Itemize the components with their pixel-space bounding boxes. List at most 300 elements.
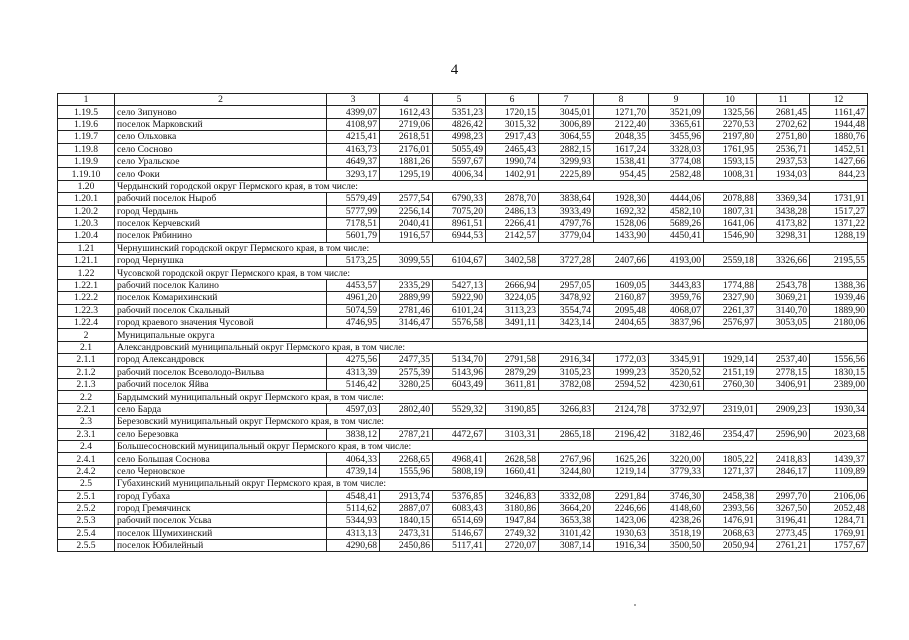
table-row: [58, 217, 868, 229]
value-cell: 2761,21: [757, 540, 810, 552]
group-title: Чусовской городской округ Пермского края, в том числе:: [115, 267, 868, 279]
value-cell: 1271,37: [704, 465, 757, 477]
value-cell: 3520,52: [649, 366, 704, 378]
value-cell: 3146,47: [380, 317, 433, 329]
value-cell: 3837,96: [649, 317, 704, 329]
value-cell: 5576,58: [433, 317, 486, 329]
value-cell: 1439,37: [810, 453, 868, 465]
value-cell: 1774,88: [704, 279, 757, 291]
value-cell: 3328,03: [649, 143, 704, 155]
value-cell: 3779,04: [539, 230, 594, 242]
group-row: [58, 341, 868, 353]
table-row: [58, 515, 868, 527]
settlement-name: село Черновское: [115, 465, 327, 477]
group-row: [58, 391, 868, 403]
value-cell: 1325,56: [704, 106, 757, 118]
value-cell: 2458,38: [704, 490, 757, 502]
value-cell: 3774,08: [649, 155, 704, 167]
value-cell: 1402,91: [486, 168, 539, 180]
value-cell: 6790,33: [433, 193, 486, 205]
row-code: 2.5.1: [58, 490, 115, 502]
table-row: [58, 354, 868, 366]
value-cell: 2937,53: [757, 155, 810, 167]
value-cell: 4739,14: [327, 465, 380, 477]
table-row: [58, 292, 868, 304]
value-cell: 1371,22: [810, 217, 868, 229]
row-code: 2.1.1: [58, 354, 115, 366]
value-cell: 3838,12: [327, 428, 380, 440]
value-cell: 5777,99: [327, 205, 380, 217]
scan-speck: [634, 604, 636, 606]
value-cell: 3455,96: [649, 131, 704, 143]
value-cell: 7178,51: [327, 217, 380, 229]
value-cell: 5808,19: [433, 465, 486, 477]
value-cell: 2576,97: [704, 317, 757, 329]
row-code: 2.1: [58, 341, 115, 353]
value-cell: 2486,13: [486, 205, 539, 217]
value-cell: 3332,08: [539, 490, 594, 502]
value-cell: 6101,24: [433, 304, 486, 316]
column-number-cell: 4: [380, 94, 433, 106]
value-cell: 1388,36: [810, 279, 868, 291]
value-cell: 1881,26: [380, 155, 433, 167]
value-cell: 5055,49: [433, 143, 486, 155]
value-cell: 3190,85: [486, 403, 539, 415]
value-cell: 1612,43: [380, 106, 433, 118]
value-cell: 5427,13: [433, 279, 486, 291]
value-cell: 5143,96: [433, 366, 486, 378]
table-row: [58, 168, 868, 180]
value-cell: 1528,06: [594, 217, 649, 229]
settlement-name: рабочий поселок Всеволодо-Вильва: [115, 366, 327, 378]
value-cell: 2909,23: [757, 403, 810, 415]
column-number-row: [58, 94, 868, 106]
value-cell: 2575,39: [380, 366, 433, 378]
value-cell: 2124,78: [594, 403, 649, 415]
settlement-name: поселок Марковский: [115, 118, 327, 130]
page-number: 4: [450, 62, 459, 78]
value-cell: 1930,34: [810, 403, 868, 415]
row-code: 2.1.3: [58, 378, 115, 390]
column-number-cell: 1: [58, 94, 115, 106]
value-cell: 4193,00: [649, 255, 704, 267]
value-cell: 1641,06: [704, 217, 757, 229]
value-cell: 2477,35: [380, 354, 433, 366]
value-cell: 2270,53: [704, 118, 757, 130]
group-row: [58, 416, 868, 428]
value-cell: 2196,42: [594, 428, 649, 440]
value-cell: 5597,67: [433, 155, 486, 167]
value-cell: 1288,19: [810, 230, 868, 242]
row-code: 2.5.4: [58, 527, 115, 539]
value-cell: 2450,86: [380, 540, 433, 552]
value-cell: 1999,23: [594, 366, 649, 378]
value-cell: 3326,66: [757, 255, 810, 267]
value-cell: 3554,74: [539, 304, 594, 316]
value-cell: 1517,27: [810, 205, 868, 217]
table-row: [58, 131, 868, 143]
value-cell: 2122,40: [594, 118, 649, 130]
value-cell: 5376,85: [433, 490, 486, 502]
value-cell: 1692,32: [594, 205, 649, 217]
value-cell: 1889,90: [810, 304, 868, 316]
value-cell: 844,23: [810, 168, 868, 180]
table-row: [58, 453, 868, 465]
value-cell: 3298,31: [757, 230, 810, 242]
column-number-cell: 3: [327, 94, 380, 106]
row-code: 1.22.4: [58, 317, 115, 329]
value-cell: 3438,28: [757, 205, 810, 217]
value-cell: 3423,14: [539, 317, 594, 329]
value-cell: 4968,41: [433, 453, 486, 465]
value-cell: 4108,97: [327, 118, 380, 130]
value-cell: 4472,67: [433, 428, 486, 440]
settlement-name: рабочий поселок Ныроб: [115, 193, 327, 205]
value-cell: 2536,71: [757, 143, 810, 155]
row-code: 2.5.5: [58, 540, 115, 552]
table-row: [58, 502, 868, 514]
value-cell: 2197,80: [704, 131, 757, 143]
value-cell: 2596,90: [757, 428, 810, 440]
value-cell: 3103,31: [486, 428, 539, 440]
value-cell: 1840,15: [380, 515, 433, 527]
value-cell: 3244,80: [539, 465, 594, 477]
value-cell: 2879,29: [486, 366, 539, 378]
value-cell: 5529,32: [433, 403, 486, 415]
value-cell: 4826,42: [433, 118, 486, 130]
value-cell: 6043,49: [433, 378, 486, 390]
group-title: Александровский муниципальный округ Пермского края, в том числе:: [115, 341, 868, 353]
value-cell: 1761,95: [704, 143, 757, 155]
value-cell: 1720,15: [486, 106, 539, 118]
row-code: 1.19.9: [58, 155, 115, 167]
value-cell: 2767,96: [539, 453, 594, 465]
value-cell: 5344,93: [327, 515, 380, 527]
value-cell: 4148,60: [649, 502, 704, 514]
settlement-name: село Большая Соснова: [115, 453, 327, 465]
value-cell: 3069,21: [757, 292, 810, 304]
value-cell: 2618,51: [380, 131, 433, 143]
value-cell: 4961,20: [327, 292, 380, 304]
value-cell: 8961,51: [433, 217, 486, 229]
value-cell: 3727,28: [539, 255, 594, 267]
column-number-cell: 8: [594, 94, 649, 106]
value-cell: 2473,31: [380, 527, 433, 539]
value-cell: 2791,58: [486, 354, 539, 366]
row-code: 1.19.5: [58, 106, 115, 118]
table-body: [58, 94, 868, 552]
value-cell: 2582,48: [649, 168, 704, 180]
value-cell: 1660,41: [486, 465, 539, 477]
value-cell: 2760,30: [704, 378, 757, 390]
row-code: 2.5.2: [58, 502, 115, 514]
row-code: 1.19.7: [58, 131, 115, 143]
value-cell: 2889,99: [380, 292, 433, 304]
value-cell: 4313,13: [327, 527, 380, 539]
value-cell: 5074,59: [327, 304, 380, 316]
settlement-name: село Сосново: [115, 143, 327, 155]
row-code: 2.3: [58, 416, 115, 428]
value-cell: 4453,57: [327, 279, 380, 291]
table-row: [58, 155, 868, 167]
value-cell: 3267,50: [757, 502, 810, 514]
value-cell: 4548,41: [327, 490, 380, 502]
row-code: 1.22.2: [58, 292, 115, 304]
value-cell: 4064,33: [327, 453, 380, 465]
value-cell: 3196,41: [757, 515, 810, 527]
value-cell: 1916,57: [380, 230, 433, 242]
value-cell: 2773,45: [757, 527, 810, 539]
value-cell: 2335,29: [380, 279, 433, 291]
value-cell: 5146,42: [327, 378, 380, 390]
settlement-name: рабочий поселок Калино: [115, 279, 327, 291]
group-row: [58, 267, 868, 279]
value-cell: 5922,90: [433, 292, 486, 304]
table-row: [58, 465, 868, 477]
value-cell: 3266,83: [539, 403, 594, 415]
value-cell: 3782,08: [539, 378, 594, 390]
group-title: Чернушинский городской округ Пермского края, в том числе:: [115, 242, 868, 254]
value-cell: 954,45: [594, 168, 649, 180]
group-title: Муниципальные округа: [115, 329, 868, 341]
row-code: 1.20.2: [58, 205, 115, 217]
table-row: [58, 428, 868, 440]
value-cell: 4215,41: [327, 131, 380, 143]
column-number-cell: 12: [810, 94, 868, 106]
value-cell: 3402,58: [486, 255, 539, 267]
value-cell: 1295,19: [380, 168, 433, 180]
value-cell: 2720,07: [486, 540, 539, 552]
column-number-cell: 2: [115, 94, 327, 106]
row-code: 2: [58, 329, 115, 341]
value-cell: 4163,73: [327, 143, 380, 155]
value-cell: 2628,58: [486, 453, 539, 465]
value-cell: 2256,14: [380, 205, 433, 217]
table-row: [58, 304, 868, 316]
row-code: 1.19.10: [58, 168, 115, 180]
value-cell: 3653,38: [539, 515, 594, 527]
row-code: 1.21.1: [58, 255, 115, 267]
settlement-name: поселок Комарихинский: [115, 292, 327, 304]
table-row: [58, 193, 868, 205]
settlement-name: село Ольховка: [115, 131, 327, 143]
group-row: [58, 329, 868, 341]
value-cell: 2751,80: [757, 131, 810, 143]
column-number-cell: 10: [704, 94, 757, 106]
value-cell: 1161,47: [810, 106, 868, 118]
row-code: 2.2: [58, 391, 115, 403]
value-cell: 2151,19: [704, 366, 757, 378]
value-cell: 2917,43: [486, 131, 539, 143]
value-cell: 1625,26: [594, 453, 649, 465]
value-cell: 3053,05: [757, 317, 810, 329]
value-cell: 3732,97: [649, 403, 704, 415]
settlement-name: поселок Рябинино: [115, 230, 327, 242]
settlement-name: город Александровск: [115, 354, 327, 366]
value-cell: 2327,90: [704, 292, 757, 304]
table-row: [58, 279, 868, 291]
value-cell: 5579,49: [327, 193, 380, 205]
table-row: [58, 230, 868, 242]
value-cell: 6083,43: [433, 502, 486, 514]
value-cell: 1805,22: [704, 453, 757, 465]
value-cell: 2778,15: [757, 366, 810, 378]
value-cell: 3006,89: [539, 118, 594, 130]
value-cell: 2594,52: [594, 378, 649, 390]
row-code: 1.20.1: [58, 193, 115, 205]
value-cell: 5689,26: [649, 217, 704, 229]
value-cell: 1433,90: [594, 230, 649, 242]
row-code: 1.19.8: [58, 143, 115, 155]
value-cell: 3246,83: [486, 490, 539, 502]
row-code: 1.19.6: [58, 118, 115, 130]
group-title: Губахинский муниципальный округ Пермского края, в том числе:: [115, 478, 868, 490]
value-cell: 3064,55: [539, 131, 594, 143]
column-number-cell: 7: [539, 94, 594, 106]
table-row: [58, 317, 868, 329]
value-cell: 4746,95: [327, 317, 380, 329]
settlement-name: село Барда: [115, 403, 327, 415]
value-cell: 2078,88: [704, 193, 757, 205]
value-cell: 4444,06: [649, 193, 704, 205]
value-cell: 1916,34: [594, 540, 649, 552]
value-cell: 1452,51: [810, 143, 868, 155]
value-cell: 2106,06: [810, 490, 868, 502]
value-cell: 2781,46: [380, 304, 433, 316]
row-code: 2.4.1: [58, 453, 115, 465]
table-row: [58, 255, 868, 267]
row-code: 1.20.3: [58, 217, 115, 229]
value-cell: 2050,94: [704, 540, 757, 552]
value-cell: 2913,74: [380, 490, 433, 502]
value-cell: 1772,03: [594, 354, 649, 366]
value-cell: 2266,41: [486, 217, 539, 229]
value-cell: 2666,94: [486, 279, 539, 291]
value-cell: 1427,66: [810, 155, 868, 167]
value-cell: 2882,15: [539, 143, 594, 155]
value-cell: 1423,06: [594, 515, 649, 527]
value-cell: 3015,32: [486, 118, 539, 130]
value-cell: 5601,79: [327, 230, 380, 242]
value-cell: 1556,56: [810, 354, 868, 366]
row-code: 2.5.3: [58, 515, 115, 527]
settlement-name: город Губаха: [115, 490, 327, 502]
value-cell: 1757,67: [810, 540, 868, 552]
value-cell: 2023,68: [810, 428, 868, 440]
value-cell: 5146,67: [433, 527, 486, 539]
value-cell: 3140,70: [757, 304, 810, 316]
value-cell: 1990,74: [486, 155, 539, 167]
value-cell: 2261,37: [704, 304, 757, 316]
value-cell: 4582,10: [649, 205, 704, 217]
value-cell: 4230,61: [649, 378, 704, 390]
table-row: [58, 106, 868, 118]
row-code: 1.20.4: [58, 230, 115, 242]
value-cell: 2418,83: [757, 453, 810, 465]
value-cell: 2787,21: [380, 428, 433, 440]
value-cell: 2681,45: [757, 106, 810, 118]
row-code: 1.20: [58, 180, 115, 192]
row-code: 2.5: [58, 478, 115, 490]
row-code: 2.2.1: [58, 403, 115, 415]
value-cell: 1476,91: [704, 515, 757, 527]
value-cell: 1271,70: [594, 106, 649, 118]
column-number-cell: 6: [486, 94, 539, 106]
value-cell: 4238,26: [649, 515, 704, 527]
value-cell: 3045,01: [539, 106, 594, 118]
value-cell: 6514,69: [433, 515, 486, 527]
value-cell: 2052,48: [810, 502, 868, 514]
value-cell: 2246,66: [594, 502, 649, 514]
column-number-cell: 5: [433, 94, 486, 106]
value-cell: 2180,06: [810, 317, 868, 329]
table-row: [58, 527, 868, 539]
value-cell: 3113,23: [486, 304, 539, 316]
value-cell: 2957,05: [539, 279, 594, 291]
value-cell: 2887,07: [380, 502, 433, 514]
value-cell: 3500,50: [649, 540, 704, 552]
value-cell: 4006,34: [433, 168, 486, 180]
settlement-name: село Фоки: [115, 168, 327, 180]
column-number-cell: 11: [757, 94, 810, 106]
value-cell: 2095,48: [594, 304, 649, 316]
value-cell: 3664,20: [539, 502, 594, 514]
value-cell: 1609,05: [594, 279, 649, 291]
value-cell: 4797,76: [539, 217, 594, 229]
settlement-name: рабочий поселок Усьва: [115, 515, 327, 527]
value-cell: 4649,37: [327, 155, 380, 167]
value-cell: 4399,07: [327, 106, 380, 118]
value-cell: 1944,48: [810, 118, 868, 130]
tariff-table: [57, 93, 868, 552]
settlement-name: село Зипуново: [115, 106, 327, 118]
value-cell: 2802,40: [380, 403, 433, 415]
column-number-cell: 9: [649, 94, 704, 106]
value-cell: 3406,91: [757, 378, 810, 390]
value-cell: 4290,68: [327, 540, 380, 552]
value-cell: 1219,14: [594, 465, 649, 477]
value-cell: 3345,91: [649, 354, 704, 366]
value-cell: 2577,54: [380, 193, 433, 205]
value-cell: 3959,76: [649, 292, 704, 304]
value-cell: 2225,89: [539, 168, 594, 180]
settlement-name: город Гремячинск: [115, 502, 327, 514]
value-cell: 2916,34: [539, 354, 594, 366]
value-cell: 1930,63: [594, 527, 649, 539]
value-cell: 5173,25: [327, 255, 380, 267]
row-code: 1.22.1: [58, 279, 115, 291]
value-cell: 4450,41: [649, 230, 704, 242]
value-cell: 1934,03: [757, 168, 810, 180]
value-cell: 2142,57: [486, 230, 539, 242]
value-cell: 2749,32: [486, 527, 539, 539]
settlement-name: село Уральское: [115, 155, 327, 167]
value-cell: 7075,20: [433, 205, 486, 217]
settlement-name: поселок Керчевский: [115, 217, 327, 229]
value-cell: 2268,65: [380, 453, 433, 465]
table-row: [58, 366, 868, 378]
value-cell: 1555,96: [380, 465, 433, 477]
value-cell: 1880,76: [810, 131, 868, 143]
value-cell: 2176,01: [380, 143, 433, 155]
value-cell: 2393,56: [704, 502, 757, 514]
value-cell: 1008,31: [704, 168, 757, 180]
value-cell: 5351,23: [433, 106, 486, 118]
value-cell: 2865,18: [539, 428, 594, 440]
value-cell: 3611,81: [486, 378, 539, 390]
value-cell: 3099,55: [380, 255, 433, 267]
group-row: [58, 440, 868, 452]
